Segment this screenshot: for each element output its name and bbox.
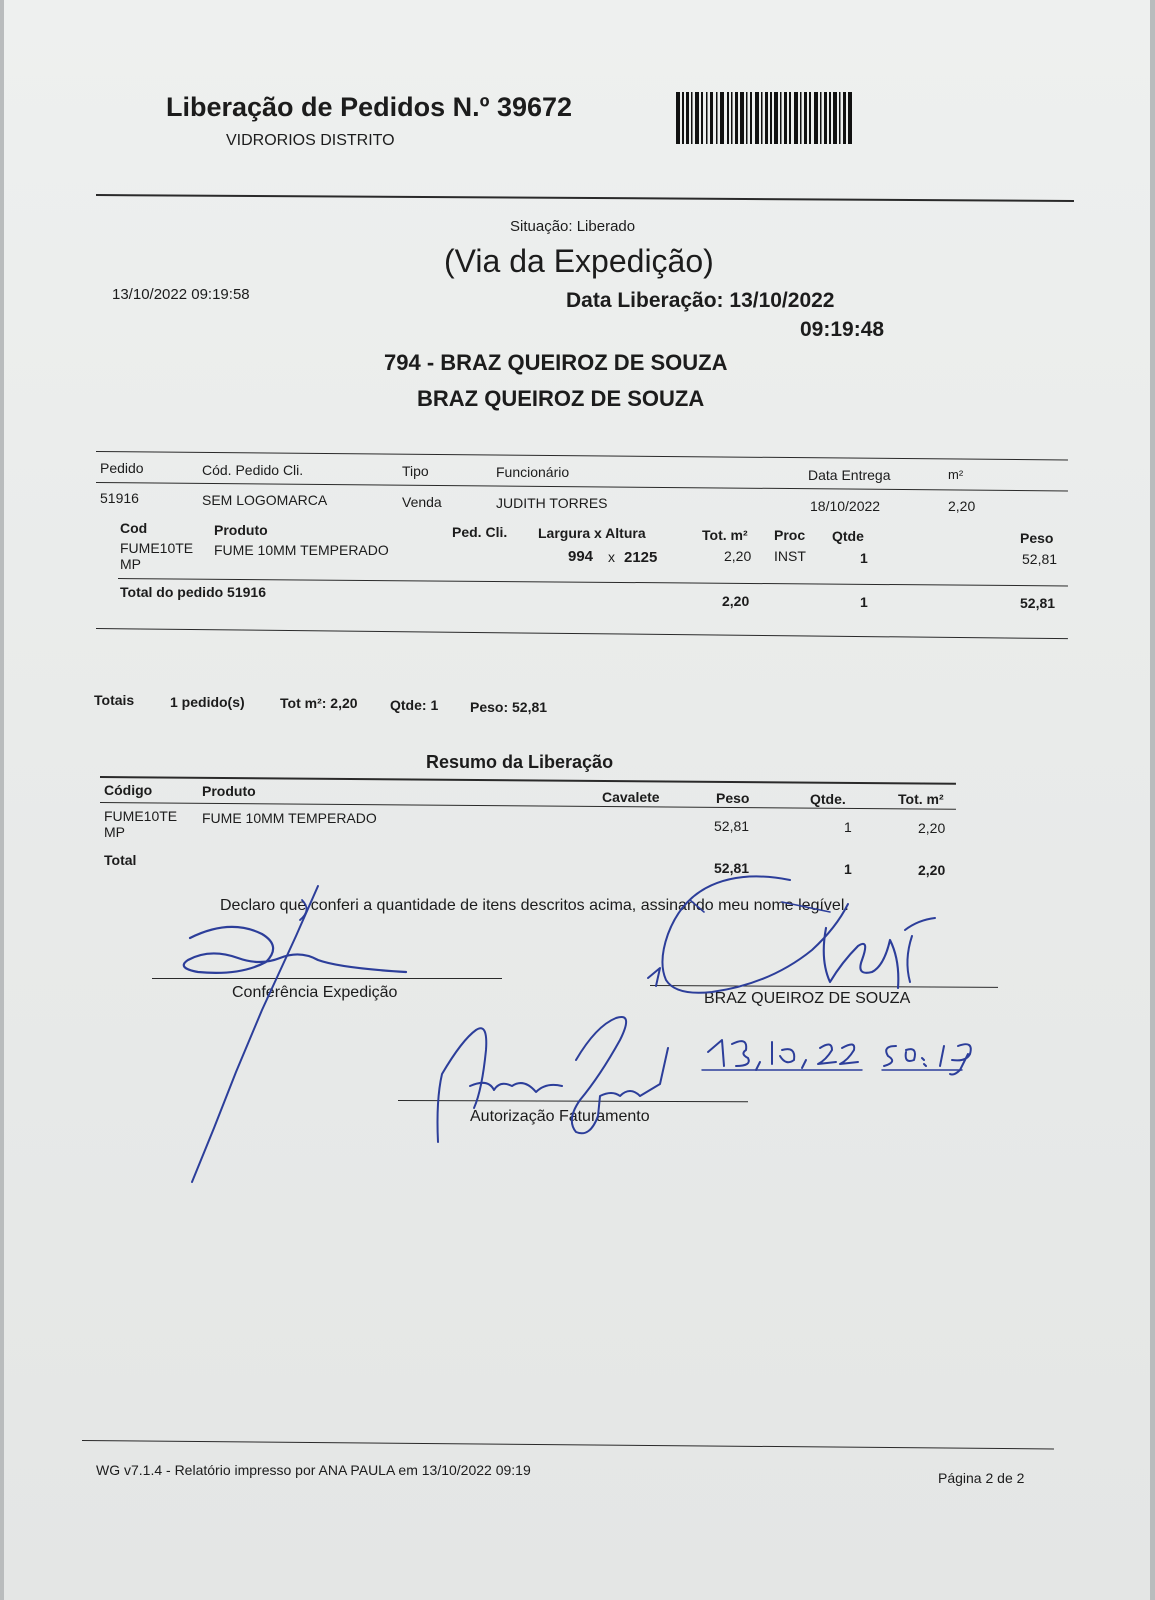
item-peso: 52,81 [1022, 551, 1058, 567]
client-code-name: 794 - BRAZ QUEIROZ DE SOUZA [384, 350, 728, 375]
document-page [4, 0, 1150, 1600]
order-tipo-value: Venda [402, 494, 442, 510]
col-header-pedido: Pedido [100, 460, 144, 476]
order-total-tot-m2: 2,20 [722, 593, 750, 609]
barcode [674, 92, 854, 144]
summary-total-label: Total [104, 852, 137, 868]
summary-total-qtde: 1 [844, 861, 852, 877]
item-header-peso: Peso [1020, 530, 1054, 546]
item-header-dims: Largura x Altura [538, 525, 646, 541]
document-title: Liberação de Pedidos N.º 39672 [166, 92, 573, 122]
summary-header-tot-m2: Tot. m² [898, 791, 944, 807]
summary-tot-m2: 2,20 [918, 820, 946, 836]
item-largura: 994 [568, 548, 594, 565]
item-header-cod: Cod [120, 520, 148, 536]
item-header-ped-cli: Ped. Cli. [452, 524, 508, 540]
summary-qtde: 1 [844, 819, 852, 835]
summary-codigo-line2: MP [104, 824, 125, 840]
summary-produto: FUME 10MM TEMPERADO [202, 810, 377, 826]
conferencia-signature-line [152, 978, 502, 979]
col-header-m2: m² [948, 467, 964, 482]
client-signature-line [650, 985, 998, 988]
client-name: BRAZ QUEIROZ DE SOUZA [417, 386, 705, 411]
footer-line [82, 1440, 1054, 1449]
item-tot-m2: 2,20 [724, 548, 752, 564]
print-timestamp: 13/10/2022 09:19:58 [112, 286, 250, 303]
summary-header-qtde: Qtde. [810, 791, 846, 807]
summary-codigo-line1: FUME10TE [104, 808, 178, 824]
item-header-produto: Produto [214, 522, 268, 538]
autorizacao-signature-line [398, 1100, 748, 1102]
col-header-funcionario: Funcionário [496, 464, 570, 480]
item-header-qtde: Qtde [832, 528, 864, 544]
summary-title: Resumo da Liberação [426, 752, 614, 772]
order-table-top-line [96, 451, 1068, 460]
order-header-divider [96, 482, 1068, 491]
col-header-cod-pedido-cli: Cód. Pedido Cli. [202, 462, 304, 478]
item-altura: 2125 [624, 549, 658, 566]
item-x: x [608, 549, 615, 565]
conferencia-label: Conferência Expedição [232, 984, 398, 1001]
totals-label: Totais [94, 692, 135, 708]
summary-header-cavalete: Cavalete [602, 789, 660, 805]
declaration-text: Declaro que conferi a quantidade de itens descritos acima, assinando meu nome legível. [220, 897, 849, 914]
header-divider [96, 194, 1074, 202]
item-qtde: 1 [860, 550, 868, 566]
item-header-tot-m2: Tot. m² [702, 527, 748, 543]
summary-peso: 52,81 [714, 818, 750, 834]
summary-total-peso: 52,81 [714, 860, 750, 876]
order-pedido-value: 51916 [100, 490, 139, 506]
client-signature-label: BRAZ QUEIROZ DE SOUZA [704, 990, 911, 1007]
company-name: VIDRORIOS DISTRITO [226, 132, 395, 149]
order-funcionario-value: JUDITH TORRES [496, 495, 608, 511]
release-time: 09:19:48 [800, 318, 885, 341]
order-total-peso: 52,81 [1020, 595, 1056, 611]
autorizacao-label: Autorização Faturamento [470, 1108, 650, 1125]
totals-qtde: Qtde: 1 [390, 697, 439, 713]
status-label: Situação: Liberado [510, 218, 636, 235]
order-m2-value: 2,20 [948, 498, 976, 514]
order-total-label: Total do pedido 51916 [120, 584, 266, 600]
order-table-bottom-line [96, 628, 1068, 639]
footer-printed-by: WG v7.1.4 - Relatório impresso por ANA PAULA em 13/10/2022 09:19 [96, 1462, 531, 1478]
summary-header-produto: Produto [202, 783, 256, 799]
footer-page-number: Página 2 de 2 [938, 1470, 1025, 1486]
order-total-qtde: 1 [860, 594, 868, 610]
item-header-proc: Proc [774, 527, 806, 543]
summary-header-peso: Peso [716, 790, 750, 806]
item-proc: INST [774, 548, 806, 564]
item-cod-line1: FUME10TE [120, 540, 194, 556]
item-cod-line2: MP [120, 556, 141, 572]
summary-total-tot-m2: 2,20 [918, 862, 946, 878]
order-data-entrega-value: 18/10/2022 [810, 498, 881, 514]
col-header-tipo: Tipo [402, 463, 429, 479]
col-header-data-entrega: Data Entrega [808, 467, 891, 483]
totals-peso: Peso: 52,81 [470, 699, 548, 715]
via-label: (Via da Expedição) [444, 243, 714, 279]
summary-header-codigo: Código [104, 782, 153, 798]
release-date: Data Liberação: 13/10/2022 [566, 289, 835, 312]
totals-tot-m2: Tot m²: 2,20 [280, 695, 358, 711]
totals-pedidos: 1 pedido(s) [170, 694, 245, 710]
item-produto: FUME 10MM TEMPERADO [214, 542, 389, 558]
order-cod-pedido-cli-value: SEM LOGOMARCA [202, 492, 328, 508]
